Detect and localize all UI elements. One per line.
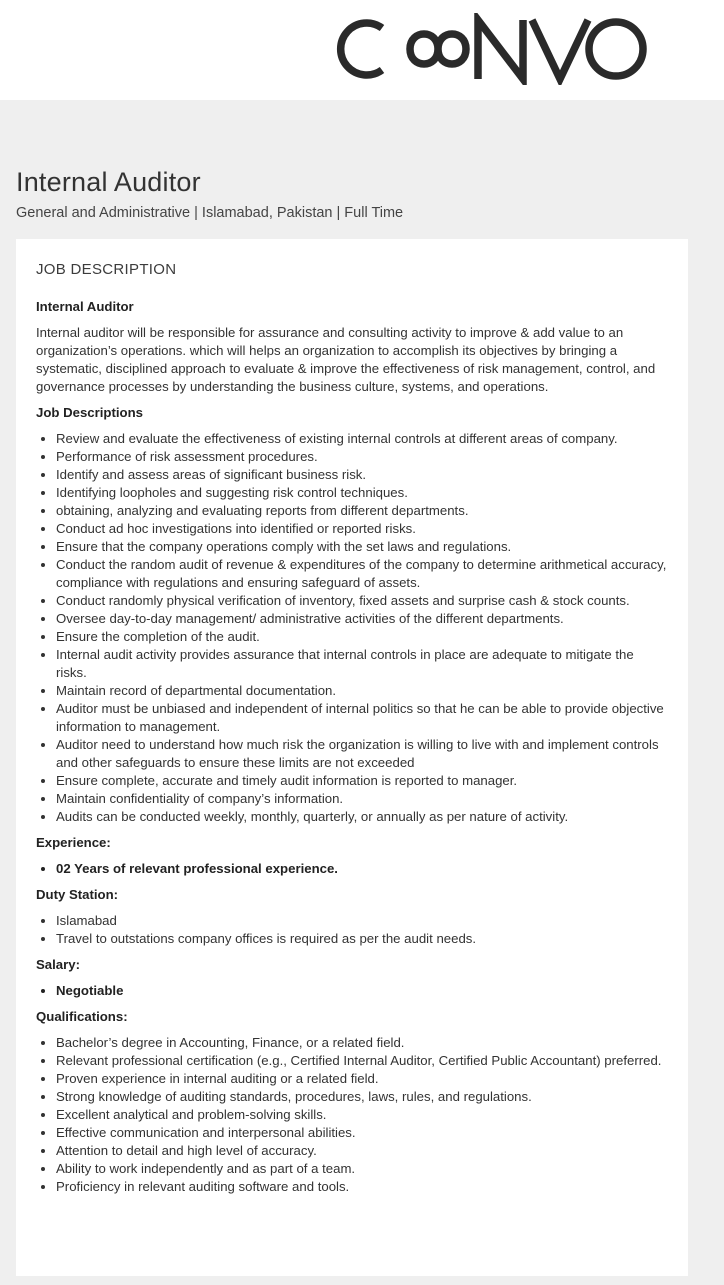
list-item: • Audits can be conducted weekly, monthly, quarterly, or annually as per nature of activity.	[56, 808, 668, 826]
description-heading: Internal Auditor	[36, 299, 134, 314]
list-item: • 02 Years of relevant professional experience.	[56, 860, 668, 878]
list-item: • Travel to outstations company offices is required as per the audit needs.	[56, 930, 668, 948]
list-item: • Conduct ad hoc investigations into identified or reported risks.	[56, 520, 668, 538]
list-item: • Negotiable	[56, 982, 668, 1000]
list-item: • Ensure that the company operations comply with the set laws and regulations.	[56, 538, 668, 556]
list-item: • Internal audit activity provides assurance that internal controls in place are adequate to mitigate the risks.	[56, 646, 668, 682]
job-header	[0, 100, 724, 238]
job-descriptions-heading: Job Descriptions	[36, 405, 143, 420]
description-summary: Internal auditor will be responsible for assurance and consulting activity to improve & add value to an organization’s operations. which will helps an organization to accomplish its objectives by bringing a systematic, disciplined approach to evaluate & improve the effectiveness of risk management, control, and governance processes by understanding the business culture, systems, and operations.	[36, 325, 656, 394]
list-item: • Proven experience in internal auditing or a related field.	[56, 1070, 668, 1088]
job-title: Internal Auditor	[16, 167, 201, 197]
salary-heading: Salary:	[36, 957, 80, 972]
list-item: • obtaining, analyzing and evaluating reports from different departments.	[56, 502, 668, 520]
convo-logo[interactable]	[324, 13, 648, 85]
list-item: • Excellent analytical and problem-solving skills.	[56, 1106, 668, 1124]
list-item: • Oversee day-to-day management/ administrative activities of the different departments.	[56, 610, 668, 628]
list-item: • Attention to detail and high level of accuracy.	[56, 1142, 668, 1160]
list-item: • Conduct randomly physical verification of inventory, fixed assets and surprise cash & stock counts.	[56, 592, 668, 610]
site-header	[0, 0, 724, 100]
job-description-card	[16, 239, 688, 1276]
list-item: • Conduct the random audit of revenue & expenditures of the company to determine arithmetical accuracy, compliance with regulations and ensuring safeguard of assets.	[56, 556, 668, 592]
list-item: • Review and evaluate the effectiveness of existing internal controls at different areas of company.	[56, 430, 668, 448]
list-item: • Maintain record of departmental documentation.	[56, 682, 668, 700]
list-item: • Performance of risk assessment procedures.	[56, 448, 668, 466]
qualifications-list	[36, 1034, 668, 1196]
list-item: • Ensure complete, accurate and timely audit information is reported to manager.	[56, 772, 668, 790]
list-item: • Ensure the completion of the audit.	[56, 628, 668, 646]
list-item: • Relevant professional certification (e.g., Certified Internal Auditor, Certified Public Accountant) preferred.	[56, 1052, 668, 1070]
job-descriptions-list	[36, 430, 668, 826]
list-item: • Proficiency in relevant auditing software and tools.	[56, 1178, 668, 1196]
list-item: • Ability to work independently and as part of a team.	[56, 1160, 668, 1178]
duty-station-list	[36, 912, 668, 948]
experience-heading: Experience:	[36, 835, 111, 850]
list-item: • Islamabad	[56, 912, 668, 930]
qualifications-heading: Qualifications:	[36, 1009, 128, 1024]
duty-station-heading: Duty Station:	[36, 887, 119, 902]
list-item: • Bachelor’s degree in Accounting, Finance, or a related field.	[56, 1034, 668, 1052]
list-item: • Identify and assess areas of significant business risk.	[56, 466, 668, 484]
list-item: • Auditor need to understand how much risk the organization is willing to live with and implement controls and other safeguards to ensure these limits are not exceeded	[56, 736, 668, 772]
list-item: • Auditor must be unbiased and independent of internal politics so that he can be able to provide objective information to management.	[56, 700, 668, 736]
list-item: • Maintain confidentiality of company’s information.	[56, 790, 668, 808]
job-meta: General and Administrative | Islamabad, Pakistan | Full Time	[16, 205, 404, 221]
list-item: • Strong knowledge of auditing standards, procedures, laws, rules, and regulations.	[56, 1088, 668, 1106]
experience-list	[36, 860, 668, 878]
list-item: • Identifying loopholes and suggesting risk control techniques.	[56, 484, 668, 502]
list-item: • Effective communication and interpersonal abilities.	[56, 1124, 668, 1142]
salary-list	[36, 982, 668, 1000]
section-label: JOB DESCRIPTION	[36, 261, 177, 278]
